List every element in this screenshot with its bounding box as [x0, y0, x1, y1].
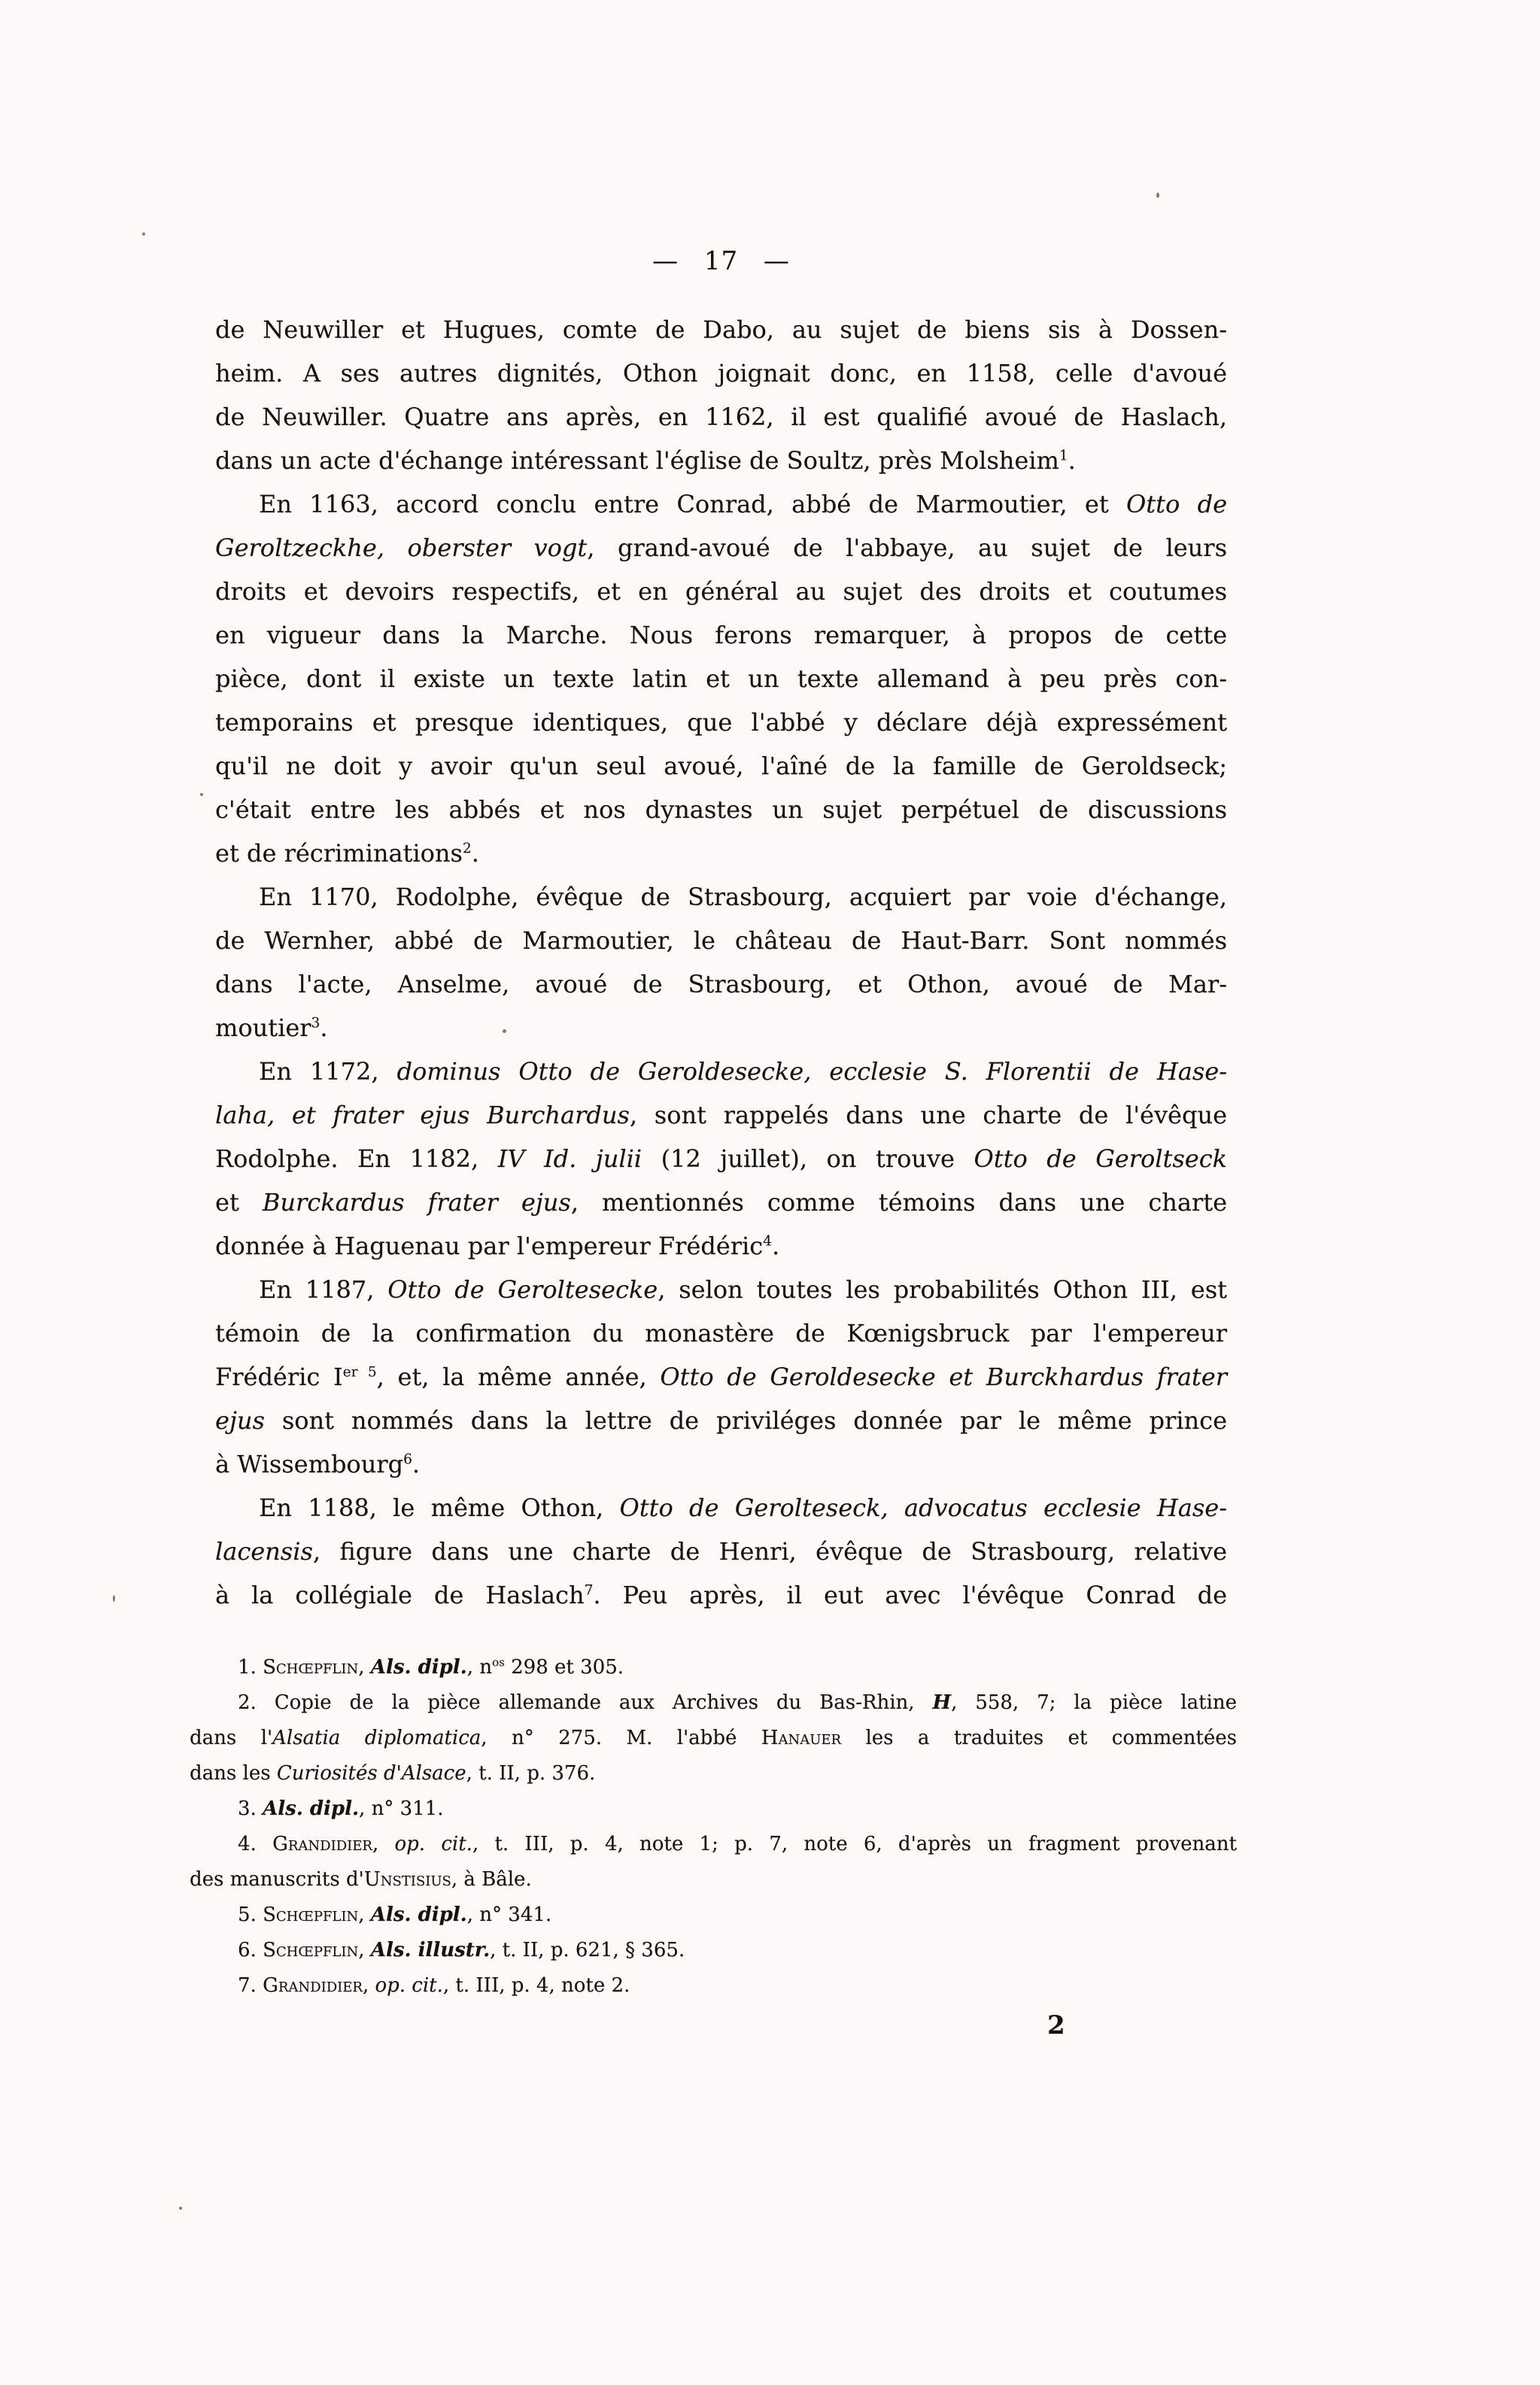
text-segment: , n° 341.	[466, 1903, 552, 1926]
text-line	[190, 1968, 1237, 2004]
text-line	[215, 875, 1227, 919]
text-line	[215, 1442, 1227, 1486]
text-line	[215, 1311, 1227, 1355]
text-segment: , sont rappelés dans une charte de l'évêque	[629, 1101, 1228, 1129]
text-segment: Otto de Gerolteseck, advocatus ecclesie Hase-	[619, 1493, 1228, 1522]
text-line	[215, 700, 1227, 744]
text-segment: des manuscrits d'	[190, 1868, 364, 1891]
text-segment: 5.	[238, 1903, 263, 1926]
text-segment: 4.	[238, 1833, 273, 1855]
footnote-ref: 1	[1059, 448, 1068, 464]
footnote-ref: 7	[584, 1582, 594, 1599]
text-segment: de Neuwiller. Quatre ans après, en 1162, il est qualifié avoué de Haslach,	[215, 403, 1227, 431]
text-segment: heim. A ses autres dignités, Othon joignait donc, en 1158, celle d'avoué	[215, 359, 1227, 387]
text-segment: Als. dipl.	[370, 1656, 467, 1679]
text-segment: .	[771, 1232, 780, 1260]
text-segment: ejus	[215, 1406, 265, 1435]
text-segment: Hanauer	[761, 1727, 842, 1749]
text-segment: En 1163, accord conclu entre Conrad, abbé de Marmoutier, et	[259, 490, 1127, 518]
text-line	[215, 831, 1227, 875]
text-line	[215, 1180, 1227, 1224]
footnotes-block	[190, 1650, 1237, 2004]
footnote-ref: 3	[311, 1015, 320, 1031]
text-line	[215, 1530, 1227, 1573]
text-line	[215, 1399, 1227, 1442]
text-segment: op. cit.	[394, 1833, 472, 1855]
text-segment: , t. III, p. 4, note 2.	[442, 1974, 630, 1997]
text-segment: En 1188, le même Othon,	[259, 1493, 620, 1522]
text-segment: , t. III, p. 4, note 1; p. 7, note 6, d'après un fragment provenant	[472, 1833, 1237, 1855]
text-segment: 1.	[238, 1656, 263, 1679]
text-line	[215, 1093, 1227, 1137]
text-segment: c'était entre les abbés et nos dynastes un sujet perpétuel de discussions	[215, 795, 1227, 824]
text-line	[215, 351, 1227, 395]
text-segment: Schœpflin	[263, 1939, 359, 1961]
text-line	[215, 308, 1227, 351]
text-segment: En 1170, Rodolphe, évêque de Strasbourg, acquiert par voie d'échange,	[259, 883, 1227, 911]
text-segment: 7.	[238, 1974, 263, 1997]
text-segment: ,	[362, 1974, 375, 1997]
text-segment: . Peu après, il eut avec l'évêque Conrad de	[593, 1581, 1227, 1609]
text-segment: dans un acte d'échange intéressant l'église de Soultz, près Molsheim	[215, 446, 1059, 475]
text-segment: à Wissembourg	[215, 1450, 404, 1478]
text-segment: Schœpflin	[263, 1903, 359, 1926]
text-segment: Rodolphe. En 1182,	[215, 1144, 498, 1173]
text-segment: Otto de Geroltesecke	[387, 1275, 658, 1304]
text-segment: temporains et presque identiques, que l'abbé y déclare déjà expressément	[215, 708, 1227, 737]
scan-speck	[113, 1595, 115, 1602]
text-segment: Grandidier	[263, 1974, 363, 1997]
text-segment: 298 et 305.	[504, 1656, 624, 1679]
text-segment: ,	[358, 1656, 371, 1679]
text-segment: , n	[466, 1656, 493, 1679]
text-segment: droits et devoirs respectifs, et en général au sujet des droits et coutumes	[215, 577, 1227, 606]
text-segment: ,	[372, 1833, 395, 1855]
text-segment: (12 juillet), on trouve	[642, 1144, 974, 1173]
text-segment: témoin de la confirmation du monastère de Kœnigsbruck par l'empereur	[215, 1319, 1227, 1347]
text-segment: dominus Otto de Geroldesecke, ecclesie S. Florentii de Hase-	[396, 1057, 1228, 1086]
text-segment: Otto de Geroldesecke et Burckhardus frater	[660, 1363, 1228, 1391]
scan-speck	[179, 2207, 182, 2210]
text-segment: 3.	[238, 1797, 263, 1820]
text-segment: Burckardus frater ejus	[262, 1188, 571, 1217]
text-line	[190, 1827, 1237, 1862]
text-segment: , selon toutes les probabilités Othon III, est	[658, 1275, 1228, 1304]
footnote-ref: 4	[763, 1233, 772, 1250]
text-segment: , grand-avoué de l'abbaye, au sujet de leurs	[587, 533, 1228, 562]
text-line	[190, 1897, 1237, 1933]
text-segment: .	[320, 1013, 328, 1042]
text-segment: lacensis	[215, 1537, 313, 1566]
text-segment: dans les	[190, 1762, 277, 1785]
text-segment: , t. II, p. 376.	[466, 1762, 596, 1785]
text-segment: 2. Copie de la pièce allemande aux Archives du Bas-Rhin,	[238, 1691, 933, 1714]
text-line	[215, 1268, 1227, 1311]
text-segment: à la collégiale de Haslach	[215, 1581, 585, 1609]
text-segment: Otto de Geroltseck	[974, 1144, 1228, 1173]
text-segment: de Wernher, abbé de Marmoutier, le château de Haut-Barr. Sont nommés	[215, 926, 1227, 955]
text-line	[215, 744, 1227, 788]
text-line	[215, 1224, 1227, 1268]
text-line	[215, 526, 1227, 570]
text-line	[215, 962, 1227, 1006]
scan-speck	[1156, 193, 1159, 198]
text-segment: dans l'	[190, 1727, 273, 1749]
text-segment: H	[932, 1691, 952, 1714]
text-segment: donnée à Haguenau par l'empereur Frédéric	[215, 1232, 764, 1260]
text-segment: 6.	[238, 1939, 263, 1961]
text-segment: Als. illustr.	[370, 1939, 491, 1961]
text-segment: En 1172,	[259, 1057, 397, 1086]
text-segment: , mentionnés comme témoins dans une charte	[570, 1188, 1228, 1217]
text-line	[190, 1862, 1237, 1897]
text-line	[215, 395, 1227, 439]
text-segment: , t. II, p. 621, § 365.	[490, 1939, 685, 1961]
text-line	[190, 1933, 1237, 1968]
text-segment: , à Bâle.	[451, 1868, 532, 1891]
text-line	[215, 613, 1227, 657]
text-segment: op. cit.	[375, 1974, 443, 1997]
scan-speck	[503, 1029, 506, 1033]
text-segment: Geroltzeckhe, oberster vogt	[215, 533, 588, 562]
text-line	[190, 1650, 1237, 1685]
text-line	[190, 1791, 1237, 1827]
page-number-header: — 17 —	[652, 246, 790, 276]
text-segment: dans l'acte, Anselme, avoué de Strasbourg, et Othon, avoué de Mar-	[215, 970, 1227, 998]
text-segment: .	[1068, 446, 1076, 475]
text-segment: Grandidier	[272, 1833, 372, 1855]
scan-speck	[200, 793, 203, 796]
text-segment: de Neuwiller et Hugues, comte de Dabo, au sujet de biens sis à Dossen-	[215, 315, 1227, 344]
text-segment: , et, la même année,	[376, 1363, 661, 1391]
text-segment: .	[471, 839, 479, 867]
text-segment: ,	[358, 1903, 371, 1926]
text-segment: sont nommés dans la lettre de priviléges donnée par le même prince	[264, 1406, 1227, 1435]
text-segment: en vigueur dans la Marche. Nous ferons remarquer, à propos de cette	[215, 621, 1227, 649]
text-segment: moutier	[215, 1013, 311, 1042]
text-segment: qu'il ne doit y avoir qu'un seul avoué, l'aîné de la famille de Geroldseck;	[215, 752, 1227, 780]
text-segment: laha, et frater ejus Burchardus	[215, 1101, 630, 1129]
text-segment: ,	[358, 1939, 371, 1961]
text-line	[190, 1721, 1237, 1756]
scan-speck	[142, 232, 145, 235]
text-segment: , n° 275. M. l'abbé	[481, 1727, 761, 1749]
text-line	[215, 482, 1227, 526]
signature-mark: 2	[1047, 2010, 1065, 2040]
text-line	[190, 1756, 1237, 1791]
text-segment: Curiosités d'Alsace	[276, 1762, 466, 1785]
footnote-ref: 6	[403, 1451, 412, 1468]
text-line	[215, 1573, 1227, 1617]
text-line	[215, 1006, 1227, 1050]
text-segment: Schœpflin	[263, 1656, 359, 1679]
footnote-ref: er 5	[342, 1364, 377, 1381]
text-segment: Unstisius	[363, 1868, 451, 1891]
text-segment: Als. dipl.	[263, 1797, 360, 1820]
text-segment: , figure dans une charte de Henri, évêque de Strasbourg, relative	[312, 1537, 1227, 1566]
main-text-block	[215, 308, 1227, 1617]
text-segment: et	[215, 1188, 263, 1217]
text-line	[215, 1486, 1227, 1530]
footnote-ref: 2	[462, 840, 472, 857]
text-line	[215, 439, 1227, 482]
text-segment: pièce, dont il existe un texte latin et un texte allemand à peu près con-	[215, 664, 1227, 693]
text-line	[215, 1050, 1227, 1093]
text-line	[215, 1137, 1227, 1180]
text-line	[215, 657, 1227, 700]
footnote-ref: os	[492, 1655, 505, 1670]
text-segment: , 558, 7; la pièce latine	[951, 1691, 1237, 1714]
text-segment: et de récriminations	[215, 839, 463, 867]
text-line	[215, 1355, 1227, 1399]
text-segment: Frédéric I	[215, 1363, 343, 1391]
text-segment: , n° 311.	[359, 1797, 444, 1820]
text-segment: Alsatia diplomatica	[272, 1727, 481, 1749]
text-segment: .	[412, 1450, 421, 1478]
text-line	[215, 570, 1227, 613]
text-line	[190, 1685, 1237, 1721]
text-segment: les a traduites et commentées	[841, 1727, 1237, 1749]
text-line	[215, 919, 1227, 962]
text-segment: Als. dipl.	[370, 1903, 467, 1926]
text-segment: IV Id. julii	[497, 1144, 642, 1173]
text-line	[215, 788, 1227, 831]
text-segment: En 1187,	[259, 1275, 388, 1304]
text-segment: Otto de	[1126, 490, 1228, 518]
